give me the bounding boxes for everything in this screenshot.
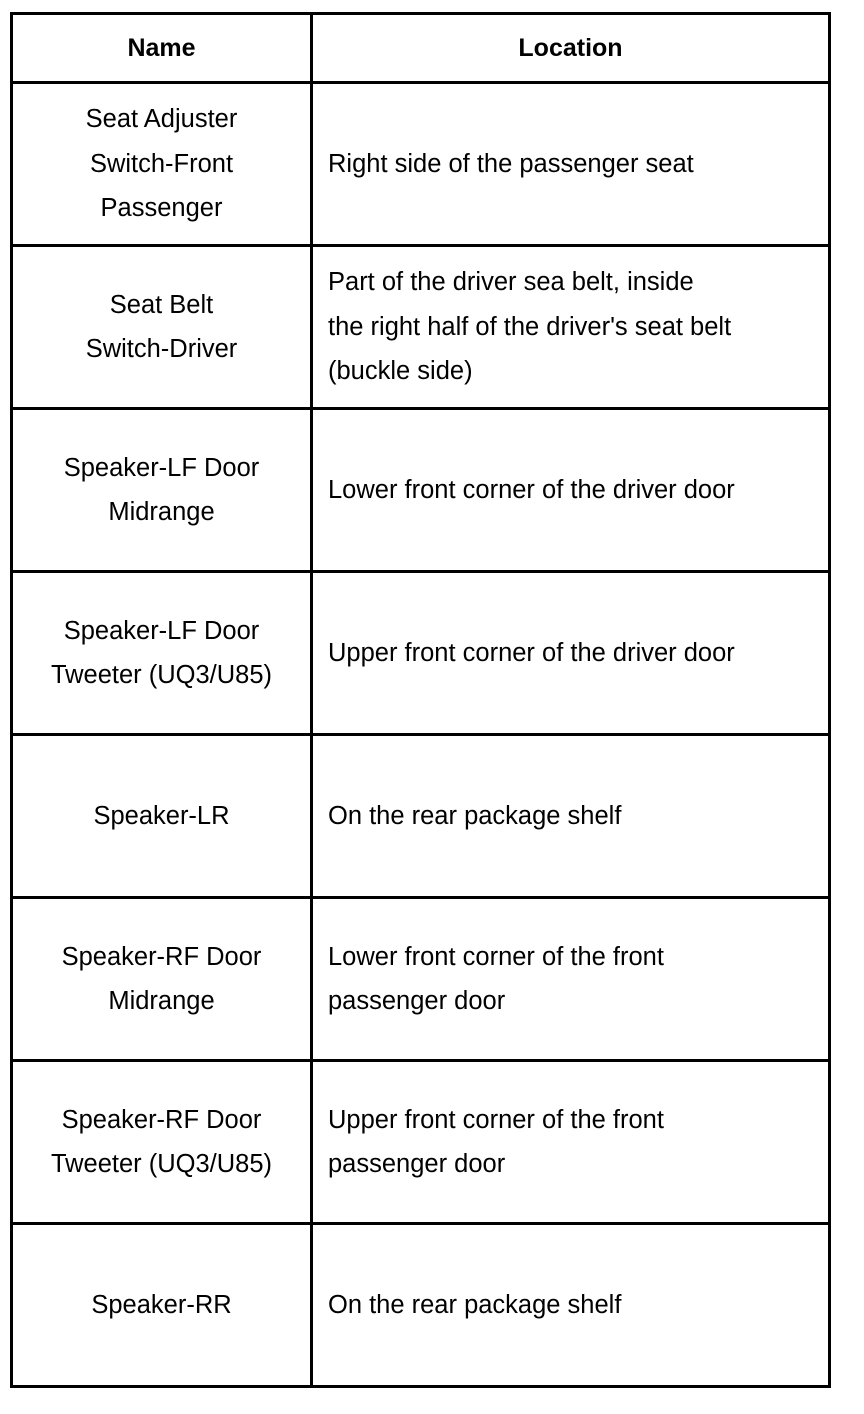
location-column-header: Location	[312, 14, 830, 83]
component-location-cell	[312, 409, 830, 572]
table-row	[12, 409, 830, 572]
component-location-cell	[312, 1061, 830, 1224]
table-row	[12, 83, 830, 246]
name-column-header: Name	[12, 14, 312, 83]
table-row	[12, 1061, 830, 1224]
component-name-line: Midrange	[108, 987, 215, 1015]
component-location-line: On the rear package shelf	[328, 1290, 622, 1319]
component-name-line: Switch-Driver	[85, 335, 238, 363]
component-name-line: Speaker-LF Door	[63, 453, 260, 482]
table-header-row	[12, 14, 830, 83]
component-location-cell	[312, 572, 830, 735]
component-location-line: (buckle side)	[328, 357, 473, 386]
component-location-line: Lower front corner of the front	[328, 942, 664, 971]
component-name-cell	[12, 1224, 312, 1387]
component-name-line: Midrange	[108, 498, 215, 526]
table-row	[12, 246, 830, 409]
component-location-line: passenger door	[328, 987, 506, 1015]
component-name-line: Speaker-LR	[93, 801, 230, 830]
component-name-cell	[12, 572, 312, 735]
component-location-cell	[312, 1224, 830, 1387]
component-location-cell	[312, 246, 830, 409]
component-location-line: Upper front corner of the driver door	[328, 638, 735, 667]
table-row	[12, 1224, 830, 1387]
component-name-line: Tweeter (UQ3/U85)	[50, 661, 273, 689]
component-location-line: On the rear package shelf	[328, 801, 622, 830]
component-location-line: Part of the driver sea belt, inside	[328, 268, 694, 297]
table-row	[12, 898, 830, 1061]
component-name-cell	[12, 409, 312, 572]
component-name-line: Speaker-RF Door	[61, 942, 262, 971]
component-name-line: Speaker-LF Door	[63, 616, 260, 645]
component-name-line: Speaker-RF Door	[61, 1105, 262, 1134]
component-name-cell	[12, 246, 312, 409]
component-location-table	[10, 12, 831, 1388]
table-row	[12, 735, 830, 898]
component-name-line: Speaker-RR	[91, 1290, 232, 1319]
component-location-cell	[312, 898, 830, 1061]
component-name-line: Passenger	[100, 194, 223, 223]
table-row	[12, 572, 830, 735]
component-name-cell	[12, 735, 312, 898]
component-name-cell	[12, 898, 312, 1061]
component-location-line: Upper front corner of the front	[328, 1105, 664, 1134]
component-name-cell	[12, 1061, 312, 1224]
component-name-line: Switch-Front	[89, 149, 234, 178]
component-location-line: passenger door	[328, 1150, 506, 1178]
component-location-line: Right side of the passenger seat	[328, 149, 694, 178]
component-location-line: the right half of the driver's seat belt	[328, 312, 732, 341]
component-location-cell	[312, 735, 830, 898]
component-location-cell	[312, 83, 830, 246]
component-location-line: Lower front corner of the driver door	[328, 475, 735, 504]
component-name-line: Seat Belt	[109, 290, 214, 319]
component-name-line: Seat Adjuster	[85, 105, 238, 134]
component-name-line: Tweeter (UQ3/U85)	[50, 1150, 273, 1178]
component-name-cell	[12, 83, 312, 246]
